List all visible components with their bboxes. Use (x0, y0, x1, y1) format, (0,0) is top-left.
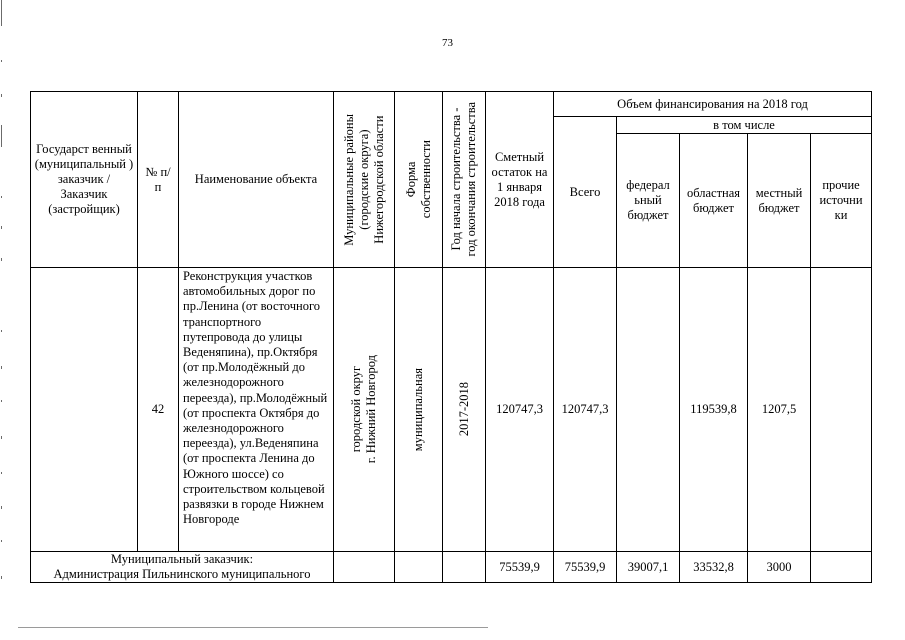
header-districts-line3: Нижегородской области (371, 115, 386, 244)
summary-label-line2: Администрация Пильнинского муниципального (53, 567, 311, 581)
header-districts-line2: (городские округа) (356, 129, 371, 230)
table-row (31, 268, 872, 552)
row-regional: 119539,8 (680, 268, 748, 552)
header-financing-group: Объем финансирования на 2018 год (554, 92, 872, 117)
summary-total: 75539,9 (554, 552, 617, 583)
summary-other (811, 552, 872, 583)
page-number: 73 (442, 37, 453, 49)
header-row-1 (31, 92, 872, 117)
header-including: в том числе (617, 117, 872, 134)
row-total: 120747,3 (554, 268, 617, 552)
row-local: 1207,5 (748, 268, 811, 552)
row-estimate-balance: 120747,3 (486, 268, 554, 552)
header-other: прочие источни ки (811, 134, 872, 268)
summary-years (443, 552, 486, 583)
header-years (443, 92, 486, 268)
header-regional: областная бюджет (680, 134, 748, 268)
header-object-name: Наименование объекта (179, 92, 334, 268)
header-total: Всего (554, 117, 617, 268)
financing-table (30, 91, 872, 583)
row-district-line2: г. Нижний Новгород (364, 355, 378, 464)
header-years-line1: Год начала строительства - (449, 108, 463, 251)
summary-district (334, 552, 395, 583)
row-other (811, 268, 872, 552)
header-estimate-balance: Сметный остаток на 1 января 2018 года (486, 92, 554, 268)
row-years-text: 2017-2018 (456, 382, 471, 437)
summary-label (31, 552, 334, 583)
summary-label-line1: Муниципальный заказчик: (110, 552, 254, 566)
header-customer: Государст венный (муниципальный ) заказчик / Заказчик (застройщик) (31, 92, 138, 268)
header-number: № п/п (138, 92, 179, 268)
header-local: местный бюджет (748, 134, 811, 268)
page-left-edge-marks (0, 0, 3, 640)
summary-local: 3000 (748, 552, 811, 583)
row-customer (31, 268, 138, 552)
summary-federal: 39007,1 (617, 552, 680, 583)
row-ownership-text: муниципальная (411, 367, 425, 452)
summary-regional: 33532,8 (680, 552, 748, 583)
row-object-name: Реконструкция участков автомобильных дорог по пр.Ленина (от восточного транспортного путепровода до улицы Веденяпина), пр.Октября (от пр.Молодёжный до железнодорожного переезда), пр.Молодёжный (от проспекта Октября до железнодорожного переезда), ул.Веденяпина (от проспекта Ленина до Южного шоссе) со строительством кольцевой развязки в городе Нижнем Новгороде (179, 268, 334, 552)
header-districts (334, 92, 395, 268)
row-federal (617, 268, 680, 552)
header-ownership (395, 92, 443, 268)
summary-ownership (395, 552, 443, 583)
header-federal: федерал ьный бюджет (617, 134, 680, 268)
header-districts-line1: Муниципальные районы (341, 113, 356, 246)
row-district-line1: городской округ (349, 366, 363, 453)
row-number: 42 (138, 268, 179, 552)
header-ownership-line2: собственности (418, 140, 433, 219)
row-district (334, 268, 395, 552)
page-bottom-rule (18, 627, 488, 628)
summary-row (31, 552, 872, 583)
header-years-line2: год окончания строительства (464, 102, 478, 257)
row-years (443, 268, 486, 552)
row-ownership (395, 268, 443, 552)
header-ownership-line1: Форма (403, 161, 418, 198)
summary-estimate-balance: 75539,9 (486, 552, 554, 583)
